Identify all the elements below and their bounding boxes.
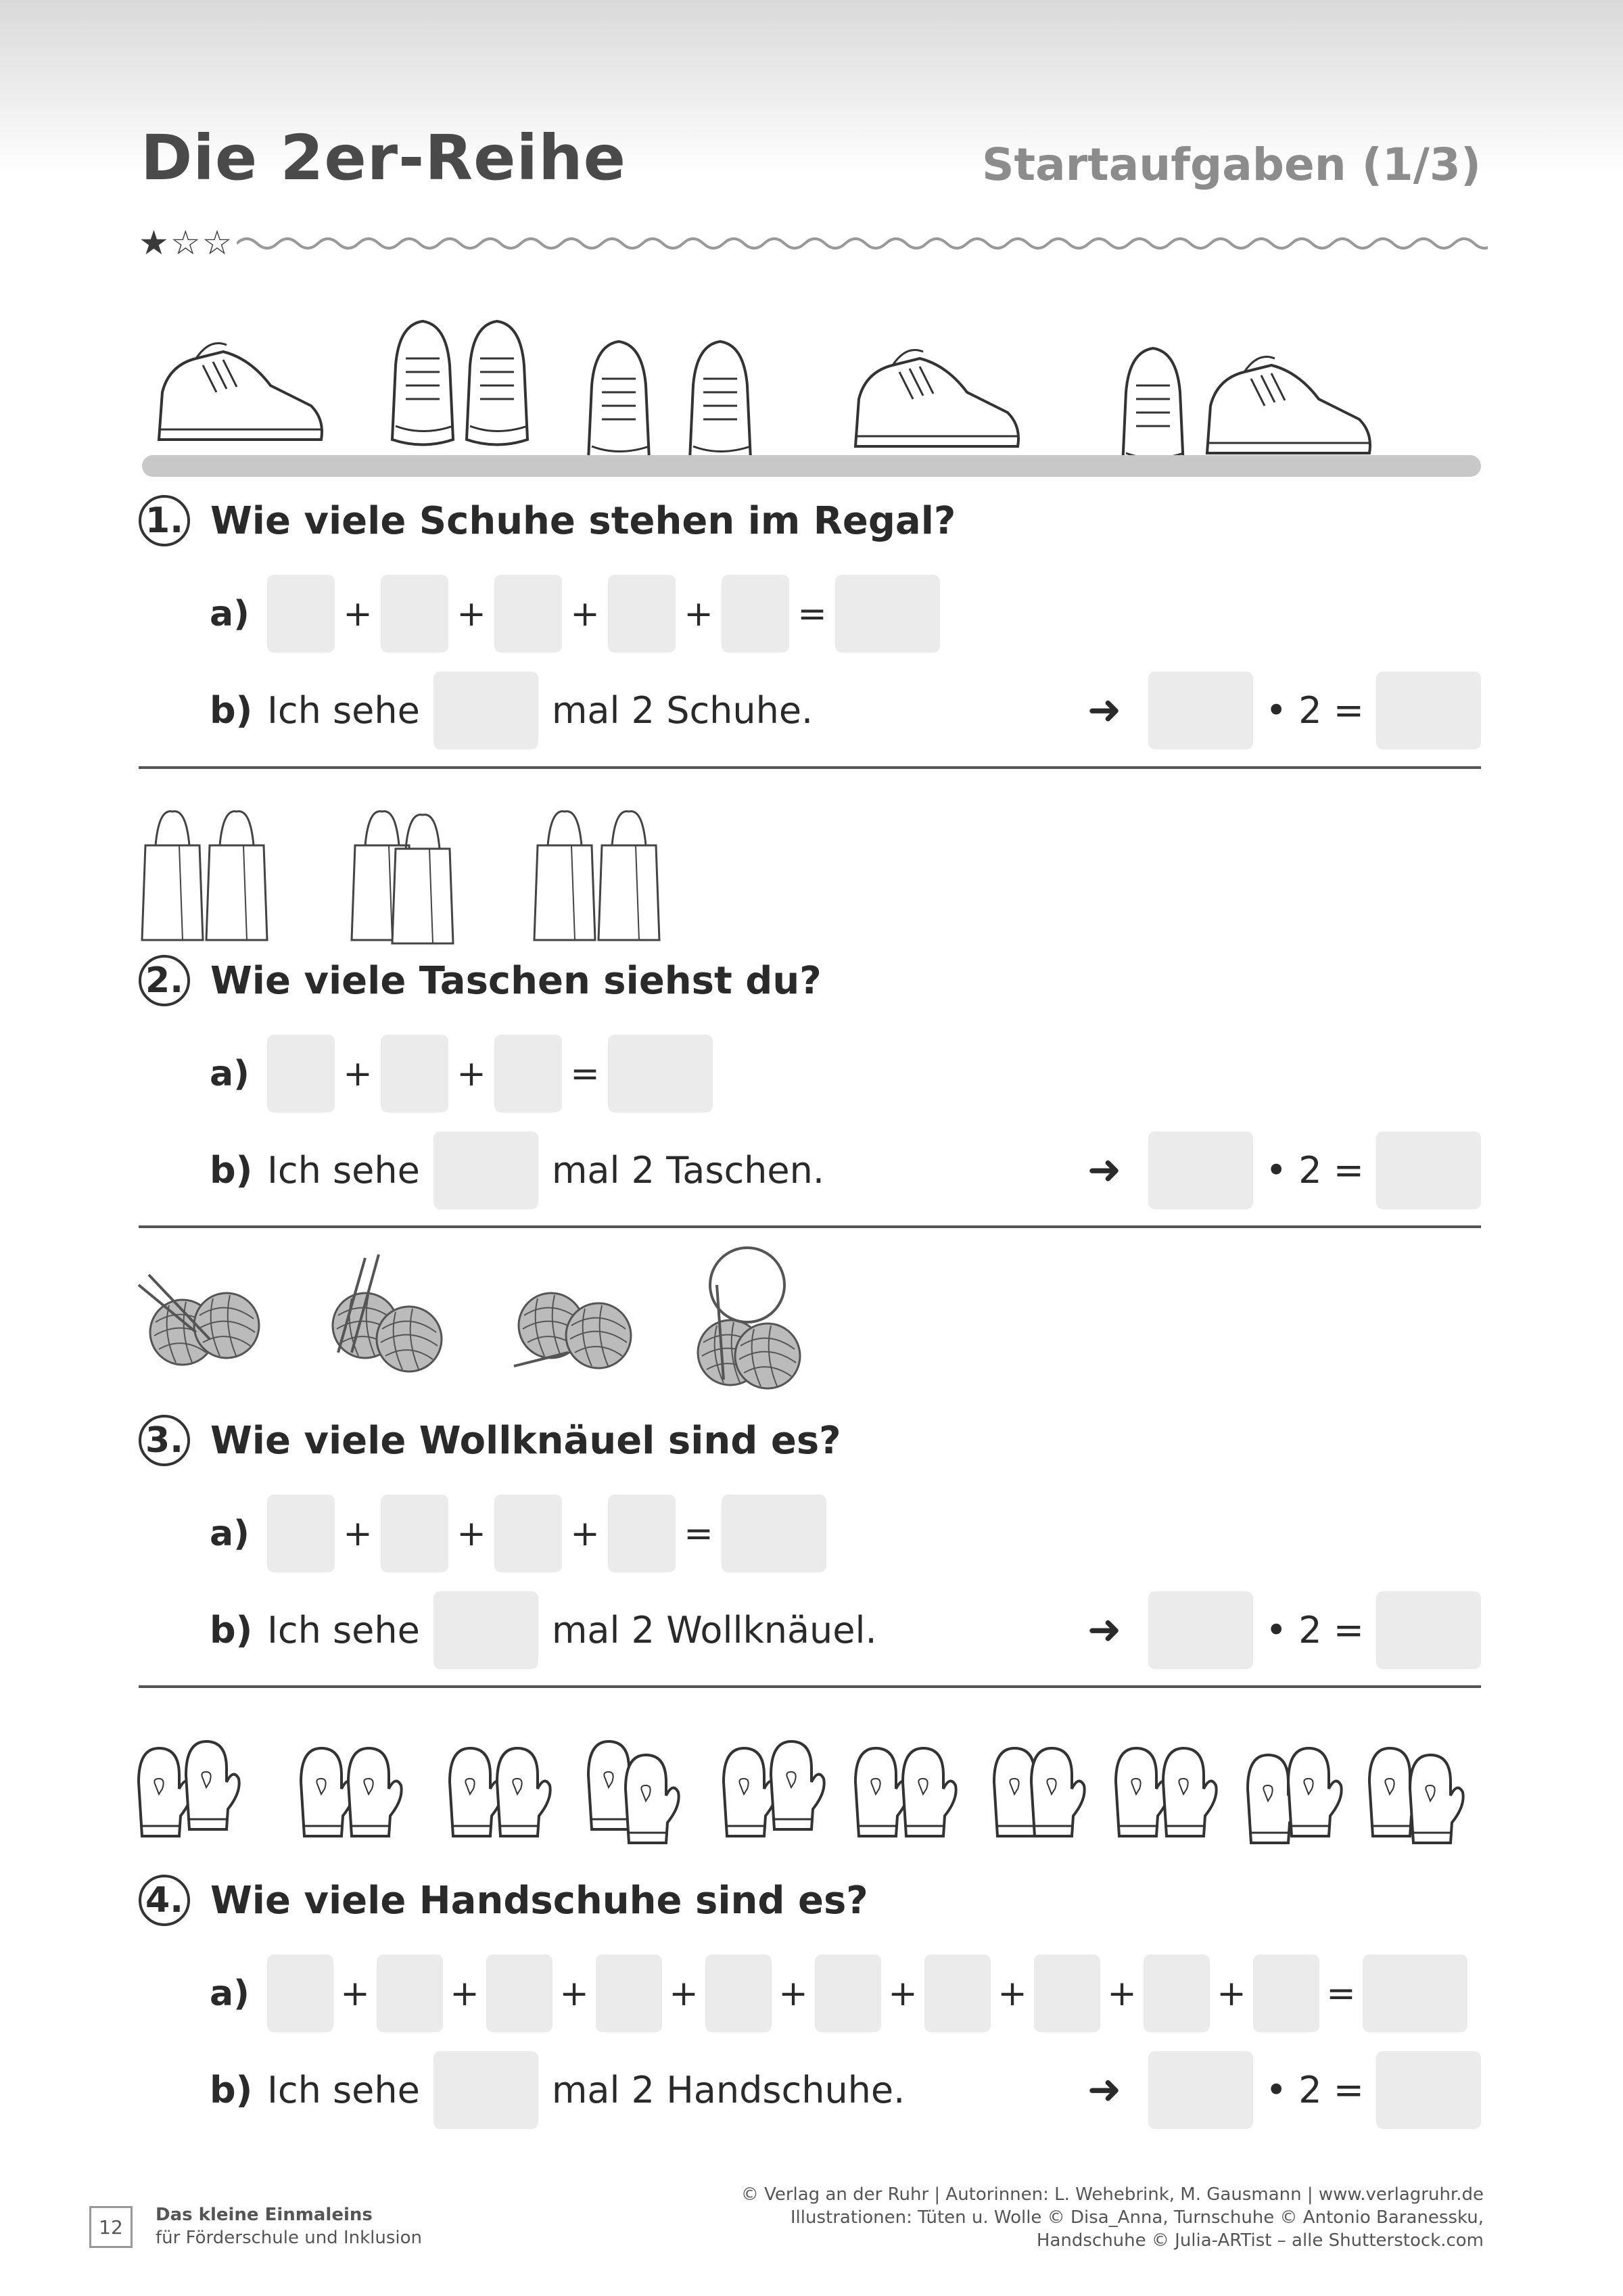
mittens-illustration	[132, 1728, 1471, 1863]
equals-sign: =	[797, 593, 827, 634]
task-2-a-label: a)	[210, 1053, 250, 1094]
page-number: 12	[89, 2206, 133, 2248]
plus-sign: +	[456, 1053, 486, 1094]
task-4-row-a	[210, 1954, 1467, 2032]
answer-box[interactable]	[596, 1954, 662, 2032]
answer-box[interactable]	[381, 1035, 448, 1112]
times-two-label: • 2 =	[1265, 1148, 1364, 1192]
task-3-row-a	[210, 1495, 826, 1572]
page-subtitle: Startaufgaben (1/3)	[982, 139, 1481, 191]
difficulty-stars: ★☆☆	[139, 223, 234, 262]
task-1-b-label: b)	[210, 688, 253, 732]
shoe-pair-1	[159, 344, 322, 440]
page-title: Die 2er-Reihe	[141, 122, 626, 194]
plus-sign: +	[1217, 1973, 1246, 2014]
task-3-a-label: a)	[210, 1513, 250, 1554]
answer-box[interactable]	[1148, 1591, 1253, 1669]
result-box[interactable]	[722, 1495, 826, 1572]
task-4-title	[139, 1875, 868, 1926]
task-4-a-label: a)	[210, 1973, 250, 2014]
answer-box[interactable]	[267, 1035, 335, 1112]
credit-line-2: Illustrationen: Tüten u. Wolle © Disa_Anna, Turnschuhe © Antonio Baranessku,	[790, 2207, 1484, 2228]
task-1-question: Wie viele Schuhe stehen im Regal?	[210, 498, 956, 543]
section-divider	[139, 766, 1481, 769]
shoe-pair-2	[392, 321, 527, 445]
mitten-pair-4	[588, 1741, 679, 1843]
task-3-b-label: b)	[210, 1608, 253, 1651]
arrow-icon: ➜	[1087, 1146, 1122, 1194]
plus-sign: +	[1107, 1973, 1137, 2014]
shoe-shelf	[142, 455, 1481, 477]
task-1-b-suffix: mal 2 Schuhe.	[551, 688, 814, 732]
task-2-number: 2.	[139, 955, 190, 1006]
shoe-pair-5	[1123, 348, 1370, 460]
answer-box[interactable]	[608, 1495, 676, 1572]
task-3-question: Wie viele Wollknäuel sind es?	[210, 1418, 841, 1463]
bags-illustration	[139, 805, 693, 947]
task-2-row-a	[210, 1035, 713, 1112]
answer-box[interactable]	[1034, 1954, 1100, 2032]
task-1-title	[139, 495, 956, 546]
bag-pair-1	[142, 812, 267, 940]
answer-box[interactable]	[1144, 1954, 1210, 2032]
yarn-pair-3	[514, 1293, 631, 1368]
task-3-b-suffix: mal 2 Wollknäuel.	[551, 1608, 877, 1651]
task-3-number: 3.	[139, 1415, 190, 1466]
times-two-label: • 2 =	[1265, 688, 1364, 732]
shoes-illustration	[156, 304, 1373, 460]
plus-sign: +	[343, 1053, 373, 1094]
plus-sign: +	[570, 593, 600, 634]
task-2-b-prefix: Ich sehe	[267, 1148, 420, 1192]
plus-sign: +	[669, 1973, 699, 2014]
result-box[interactable]	[1363, 1954, 1467, 2032]
mitten-pair-6	[855, 1748, 956, 1836]
plus-sign: +	[340, 1973, 370, 2014]
answer-box[interactable]	[486, 1954, 552, 2032]
plus-sign: +	[450, 1973, 479, 2014]
task-3-b-prefix: Ich sehe	[267, 1608, 420, 1651]
mitten-pair-9	[1248, 1748, 1342, 1843]
task-4-b-prefix: Ich sehe	[267, 2068, 420, 2111]
plus-sign: +	[456, 593, 486, 634]
task-4-question: Wie viele Handschuhe sind es?	[210, 1878, 868, 1923]
result-box[interactable]	[1376, 2051, 1481, 2129]
task-4-b-label: b)	[210, 2068, 253, 2111]
answer-box[interactable]	[267, 575, 335, 653]
answer-box[interactable]	[494, 1495, 562, 1572]
plus-sign: +	[559, 1973, 589, 2014]
answer-box[interactable]	[433, 1131, 538, 1209]
book-title	[156, 2203, 422, 2249]
task-1-b-prefix: Ich sehe	[267, 688, 420, 732]
task-3-row-b	[210, 1589, 1481, 1670]
answer-box[interactable]	[608, 575, 676, 653]
answer-box[interactable]	[433, 1591, 538, 1669]
plus-sign: +	[684, 593, 713, 634]
task-4-number: 4.	[139, 1875, 190, 1926]
plus-sign: +	[888, 1973, 918, 2014]
answer-box[interactable]	[267, 1495, 335, 1572]
result-box[interactable]	[1376, 1591, 1481, 1669]
equals-sign: =	[570, 1053, 600, 1094]
mitten-pair-1	[139, 1741, 239, 1836]
answer-box[interactable]	[1148, 2051, 1253, 2129]
answer-box[interactable]	[267, 1954, 333, 2032]
task-1-a-label: a)	[210, 593, 250, 634]
plus-sign: +	[343, 593, 373, 634]
section-divider	[139, 1685, 1481, 1688]
book-title-line-2: für Förderschule und Inklusion	[156, 2228, 423, 2248]
mitten-pair-5	[724, 1741, 824, 1836]
task-2-b-suffix: mal 2 Taschen.	[551, 1148, 824, 1192]
result-box[interactable]	[835, 575, 940, 653]
section-divider	[139, 1225, 1481, 1228]
answer-box[interactable]	[1148, 672, 1253, 749]
answer-box[interactable]	[1148, 1131, 1253, 1209]
book-title-line-1: Das kleine Einmaleins	[156, 2205, 373, 2225]
task-2-b-label: b)	[210, 1148, 253, 1192]
answer-box[interactable]	[381, 575, 448, 653]
yarn-pair-1	[139, 1275, 259, 1365]
answer-box[interactable]	[494, 575, 562, 653]
mitten-pair-2	[301, 1748, 402, 1836]
answer-box[interactable]	[1253, 1954, 1319, 2032]
answer-box[interactable]	[377, 1954, 443, 2032]
bag-pair-3	[534, 812, 659, 940]
task-4-row-b	[210, 2049, 1481, 2130]
task-1-row-a	[210, 575, 940, 653]
wave-divider	[237, 230, 1488, 257]
answer-box[interactable]	[433, 2051, 538, 2129]
yarn-pair-4	[698, 1248, 800, 1388]
copyright-credits	[605, 2183, 1484, 2252]
plus-sign: +	[997, 1973, 1027, 2014]
arrow-icon: ➜	[1087, 1606, 1122, 1654]
task-3-title	[139, 1415, 841, 1466]
task-2-question: Wie viele Taschen siehst du?	[210, 958, 822, 1003]
task-1-row-b	[210, 670, 1481, 751]
answer-box[interactable]	[705, 1954, 772, 2032]
plus-sign: +	[456, 1513, 486, 1554]
answer-box[interactable]	[494, 1035, 562, 1112]
plus-sign: +	[570, 1513, 600, 1554]
equals-sign: =	[1326, 1973, 1356, 2014]
plus-sign: +	[343, 1513, 373, 1554]
credit-line-3: Handschuhe © Julia-ARTist – alle Shutterstock.com	[1036, 2230, 1484, 2251]
bag-pair-2	[352, 812, 453, 943]
task-2-title	[139, 955, 822, 1006]
mitten-pair-8	[1116, 1748, 1217, 1836]
answer-box[interactable]	[924, 1954, 991, 2032]
arrow-icon: ➜	[1087, 686, 1122, 734]
shoe-pair-3	[588, 342, 751, 460]
task-2-row-b	[210, 1129, 1481, 1211]
yarn-illustration	[135, 1244, 812, 1407]
mitten-pair-7	[994, 1748, 1085, 1836]
result-box[interactable]	[1376, 1131, 1481, 1209]
plus-sign: +	[778, 1973, 808, 2014]
answer-box[interactable]	[815, 1954, 881, 2032]
mitten-pair-10	[1369, 1748, 1463, 1843]
task-1-number: 1.	[139, 495, 190, 546]
answer-box[interactable]	[381, 1495, 448, 1572]
credit-line-1: © Verlag an der Ruhr | Autorinnen: L. Wehebrink, M. Gausmann | www.verlagruhr.de	[740, 2184, 1484, 2205]
answer-box[interactable]	[433, 672, 538, 749]
result-box[interactable]	[608, 1035, 713, 1112]
shoe-pair-4	[855, 350, 1018, 447]
equals-sign: =	[684, 1513, 713, 1554]
times-two-label: • 2 =	[1265, 2068, 1364, 2111]
task-4-b-suffix: mal 2 Handschuhe.	[551, 2068, 905, 2111]
mitten-pair-3	[450, 1748, 550, 1836]
yarn-pair-2	[333, 1255, 442, 1372]
times-two-label: • 2 =	[1265, 1608, 1364, 1651]
answer-box[interactable]	[722, 575, 789, 653]
arrow-icon: ➜	[1087, 2066, 1122, 2113]
result-box[interactable]	[1376, 672, 1481, 749]
